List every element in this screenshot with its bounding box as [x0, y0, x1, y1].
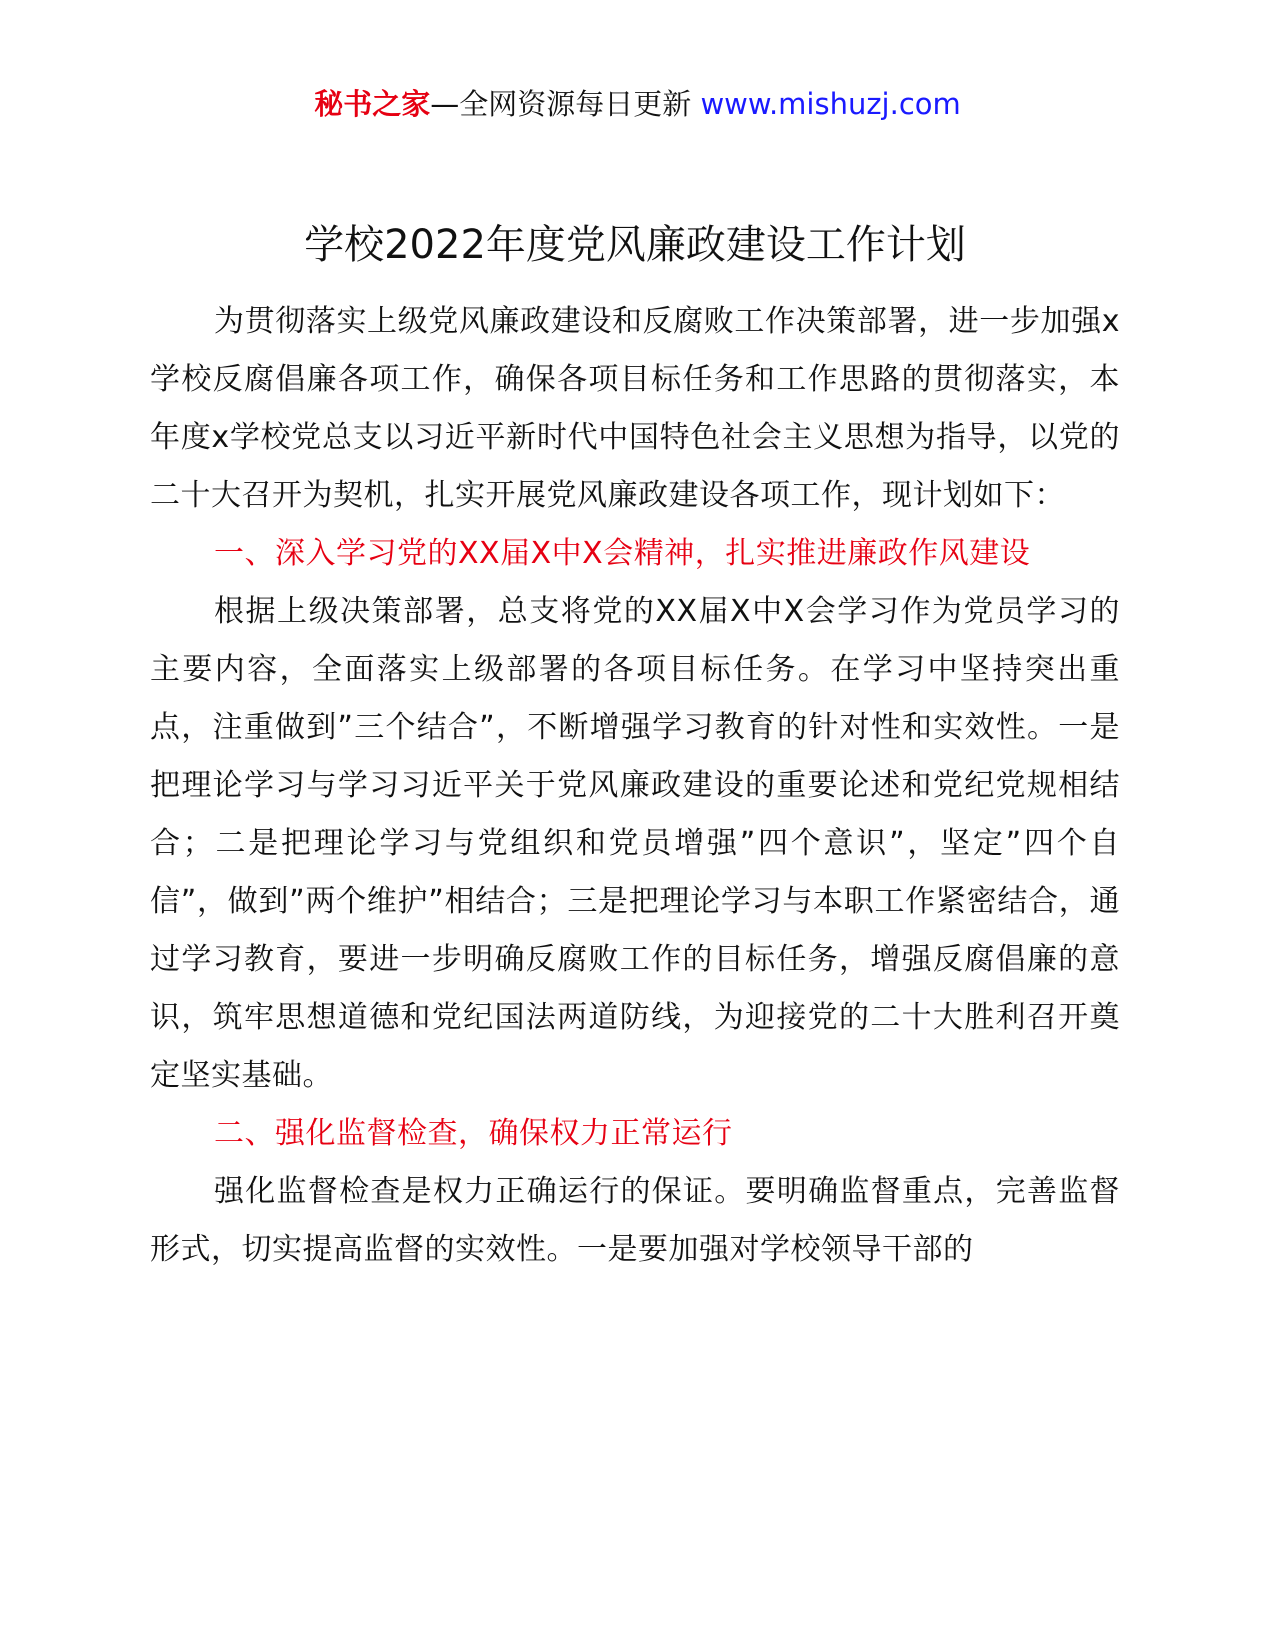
site-url-link[interactable]: www.mishuzj.com — [700, 87, 961, 121]
section-2-heading: 二、强化监督检查，确保权力正常运行 — [214, 1116, 733, 1151]
site-brand: 秘书之家 — [314, 87, 431, 121]
site-tagline: —全网资源每日更新 — [430, 87, 692, 121]
site-header — [0, 82, 1275, 126]
section-1-paragraph: 根据上级决策部署，总支将党的XX届X中X会学习作为党员学习的主要内容，全面落实上级部署的各项目标任务。在学习中坚持突出重点，注重做到”三个结合”，不断增强学习教育的针对性和实效性。一是把理论学习与学习习近平关于党风廉政建设的重要论述和党纪党规相结合；二是把理论学习与党组织和党员增强”四个意识”，坚定”四个自信”，做到”两个维护”相结合；三是把理论学习与本职工作紧密结合，通过学习教育，要进一步明确反腐败工作的目标任务，增强反腐倡廉的意识，筑牢思想道德和党纪国法两道防线，为迎接党的二十大胜利召开奠定坚实基础。 — [150, 594, 1120, 1093]
document-body — [150, 215, 1120, 1279]
section-2-paragraph: 强化监督检查是权力正确运行的保证。要明确监督重点，完善监督形式，切实提高监督的实效性。一是要加强对学校领导干部的 — [150, 1174, 1120, 1267]
document-title: 学校2022年度党风廉政建设工作计划 — [304, 222, 966, 268]
intro-paragraph: 为贯彻落实上级党风廉政建设和反腐败工作决策部署，进一步加强x学校反腐倡廉各项工作，确保各项目标任务和工作思路的贯彻落实，本年度x学校党总支以习近平新时代中国特色社会主义思想为指导，以党的二十大召开为契机，扎实开展党风廉政建设各项工作，现计划如下： — [150, 304, 1120, 513]
section-1-heading: 一、深入学习党的XX届X中X会精神，扎实推进廉政作风建设 — [214, 536, 1031, 571]
